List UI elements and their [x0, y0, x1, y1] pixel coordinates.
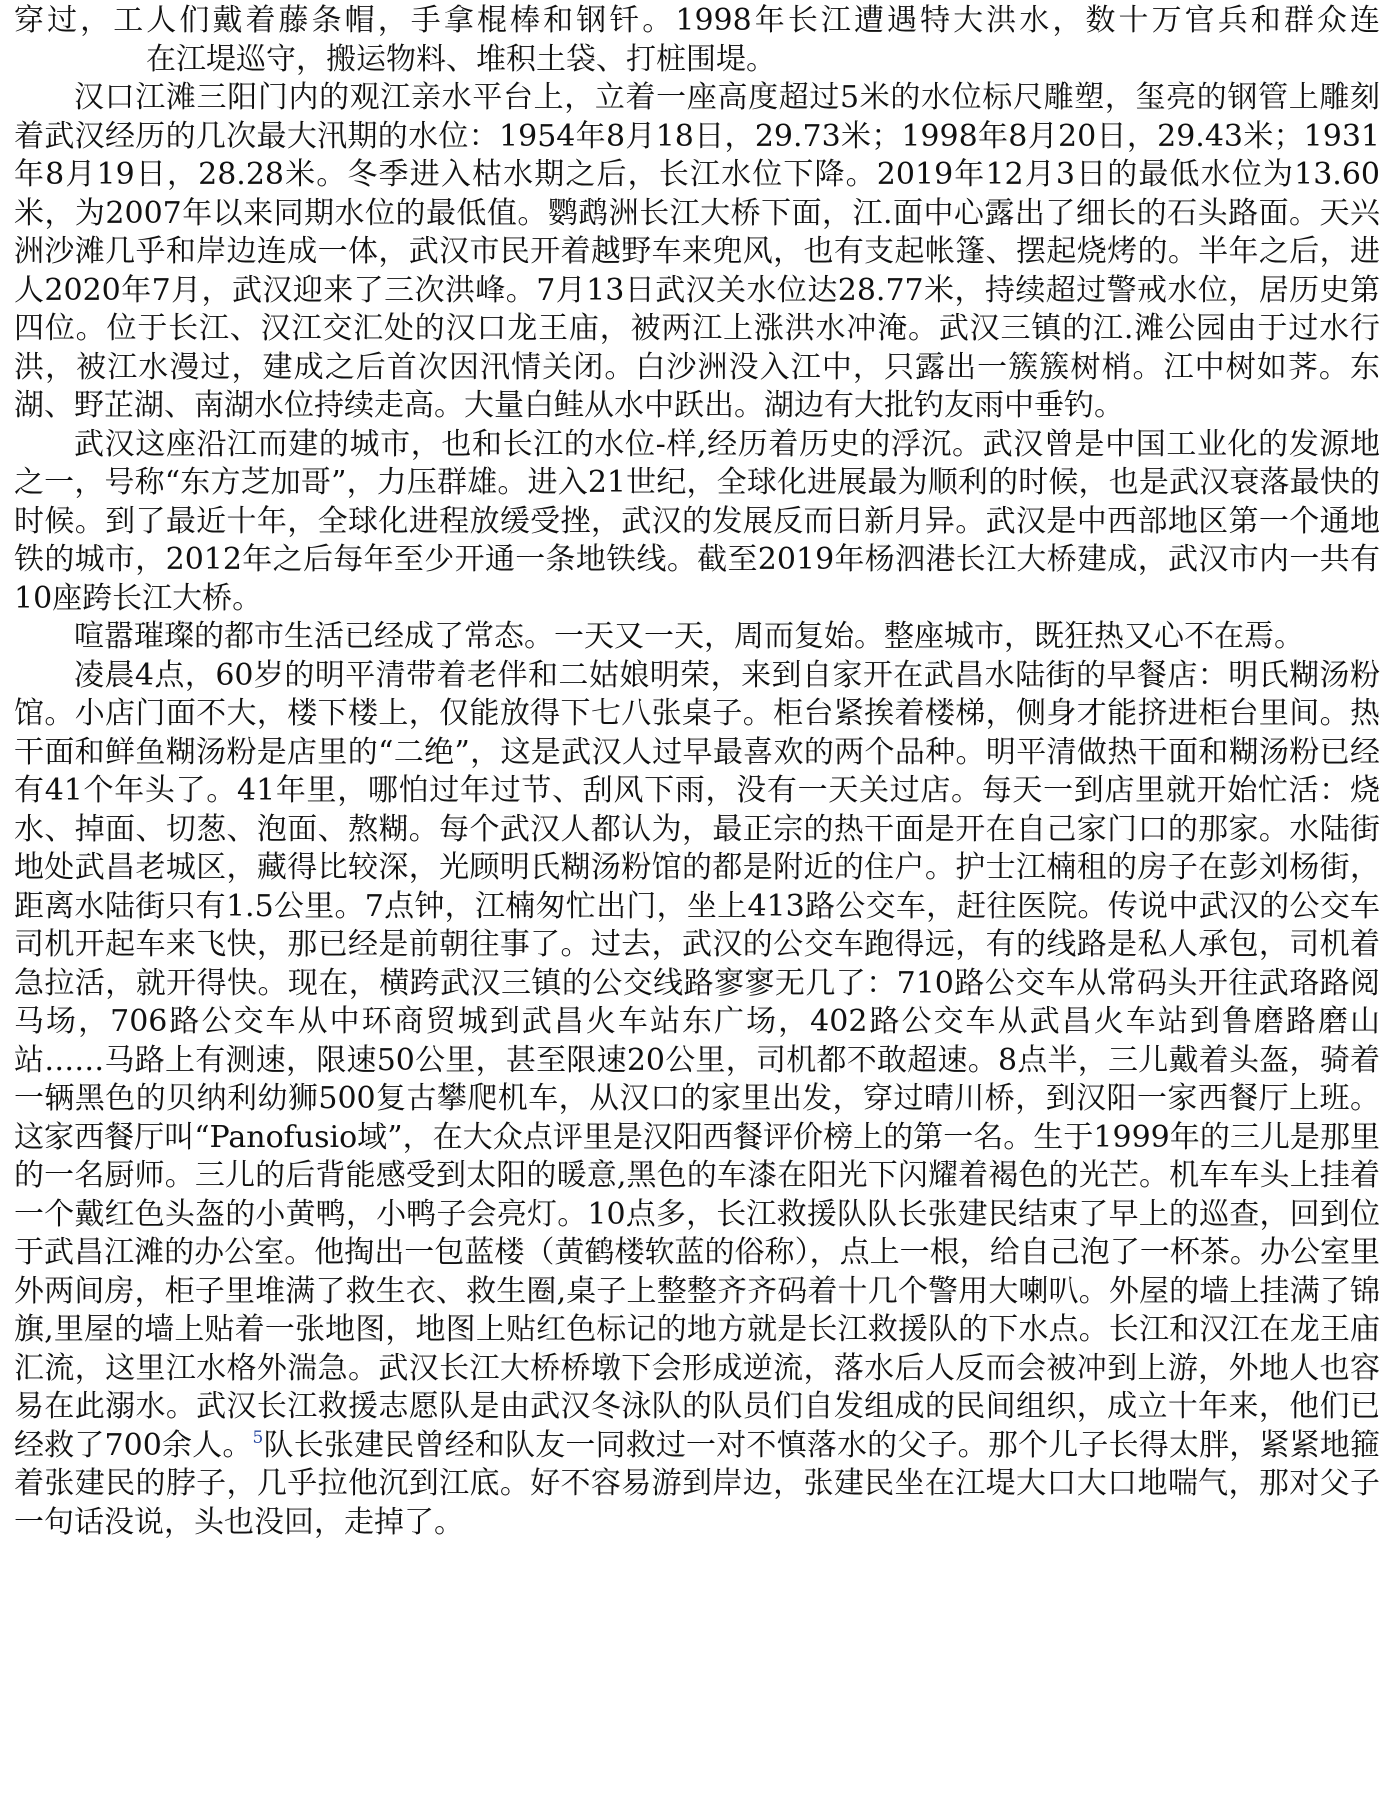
footnote-marker[interactable]: 5 — [252, 1427, 264, 1448]
paragraph-5-text-b: 队长张建民曾经和队友一同救过一对不慎落水的父子。那个儿子长得太胖，紧紧地箍着张建民的脖子，几乎拉他沉到江底。好不容易游到岸边，张建民坐在江堤大口大口地喘气，那对父子一句话没说，头也没回，走掉了。 — [14, 1427, 1380, 1540]
document-page — [14, 2, 1380, 1792]
paragraph-1-text-a: 穿过，工人们戴着藤条帽，手拿棍棒和钢钎。1998年长江遭遇特大洪水，数十万官兵和群众连 — [14, 3, 1380, 38]
paragraph-1 — [14, 2, 1380, 79]
paragraph-3: 武汉这座沿江而建的城市，也和长江的水位-样,经历着历史的浮沉。武汉曾是中国工业化的发源地之一，号称“东方芝加哥”，力压群雄。进入21世纪，全球化进展最为顺利的时候，也是武汉衰落最快的时候。到了最近十年，全球化进程放缓受挫，武汉的发展反而日新月异。武汉是中西部地区第一个通地铁的城市，2012年之后每年至少开通一条地铁线。截至2019年杨泗港长江大桥建成，武汉市内一共有10座跨长江大桥。 — [14, 426, 1380, 616]
paragraph-5 — [14, 657, 1380, 1543]
paragraph-4: 喧嚣璀璨的都市生活已经成了常态。一天又一天，周而复始。整座城市，既狂热又心不在焉。 — [74, 619, 1304, 654]
paragraph-1-text-b: 在江堤巡守，搬运物料、堆积土袋、打桩围堤。 — [146, 41, 776, 77]
paragraph-5-text-a: 凌晨4点，60岁的明平清带着老伴和二姑娘明荣，来到自家开在武昌水陆街的早餐店：明氏糊汤粉馆。小店门面不大，楼下楼上，仅能放得下七八张桌子。柜台紧挨着楼梯，侧身才能挤进柜台里间。热干面和鲜鱼糊汤粉是店里的“二绝”，这是武汉人过早最喜欢的两个品种。明平清做热干面和糊汤粉已经有41个年头了。41年里，哪怕过年过节、刮风下雨，没有一天关过店。每天一到店里就开始忙活：烧水、掉面、切葱、泡面、熬糊。每个武汉人都认为，最正宗的热干面是开在自己家门口的那家。水陆街地处武昌老城区，藏得比较深，光顾明氏糊汤粉馆的都是附近的住户。护士江楠租的房子在彭刘杨街，距离水陆街只有1.5公里。7点钟，江楠匆忙出门，坐上413路公交车，赶往医院。传说中武汉的公交车司机开起车来飞快，那已经是前朝往事了。过去，武汉的公交车跑得远，有的线路是私人承包，司机着急拉活，就开得快。现在，横跨武汉三镇的公交线路寥寥无几了：710路公交车从常码头开往武珞路阅马场，706路公交车从中环商贸城到武昌火车站东广场，402路公交车从武昌火车站到鲁磨路磨山站……马路上有测速，限速50公里，甚至限速20公里，司机都不敢超速。8点半，三儿戴着头盔，骑着一辆黑色的贝纳利幼狮500复古攀爬机车，从汉口的家里出发，穿过晴川桥，到汉阳一家西餐厅上班。这家西餐厅叫“Panofusio域”，在大众点评里是汉阳西餐评价榜上的第一名。生于1999年的三儿是那里的一名厨师。三儿的后背能感受到太阳的暖意,黑色的车漆在阳光下闪耀着褐色的光芒。机车车头上挂着一个戴红色头盔的小黄鸭，小鸭子会亮灯。10点多，长江救援队队长张建民结束了早上的巡查，回到位于武昌江滩的办公室。他掏出一包蓝楼（黄鹤楼软蓝的俗称），点上一根，给自己泡了一杯茶。办公室里外两间房，柜子里堆满了救生衣、救生圈,桌子上整整齐齐码着十几个警用大喇叭。外屋的墙上挂满了锦旗,里屋的墙上贴着一张地图，地图上贴红色标记的地方就是长江救援队的下水点。长江和汉江在龙王庙汇流，这里江水格外湍急。武汉长江大桥桥墩下会形成逆流，落水后人反而会被冲到上游，外地人也容易在此溺水。武汉长江救援志愿队是由武汉冬泳队的队员们自发组成的民间组织，成立十年来，他们已经救了700余人。 — [14, 657, 1380, 1463]
paragraph-2: 汉口江滩三阳门内的观江亲水平台上，立着一座高度超过5米的水位标尺雕塑，玺亮的钢管上雕刻着武汉经历的几次最大汛期的水位：1954年8月18日，29.73米；1998年8月20日，29.43米；1931年8月19日，28.28米。冬季进入枯水期之后，长江水位下降。2019年12月3日的最低水位为13.60米，为2007年以来同期水位的最低值。鹦鹉洲长江大桥下面，江.面中心露出了细长的石头路面。天兴洲沙滩几乎和岸边连成一体，武汉市民开着越野车来兜风，也有支起帐篷、摆起烧烤的。半年之后，进人2020年7月，武汉迎来了三次洪峰。7月13日武汉关水位达28.77米，持续超过警戒水位，居历史第四位。位于长江、汉江交汇处的汉口龙王庙，被两江上涨洪水冲淹。武汉三镇的江.滩公园由于过水行洪，被江水漫过，建成之后首次因汛情关闭。白沙洲没入江中，只露出一簇簇树梢。江中树如荠。东湖、野芷湖、南湖水位持续走高。大量白鲑从水中跃出。湖边有大批钓友雨中垂钓。 — [14, 80, 1380, 423]
